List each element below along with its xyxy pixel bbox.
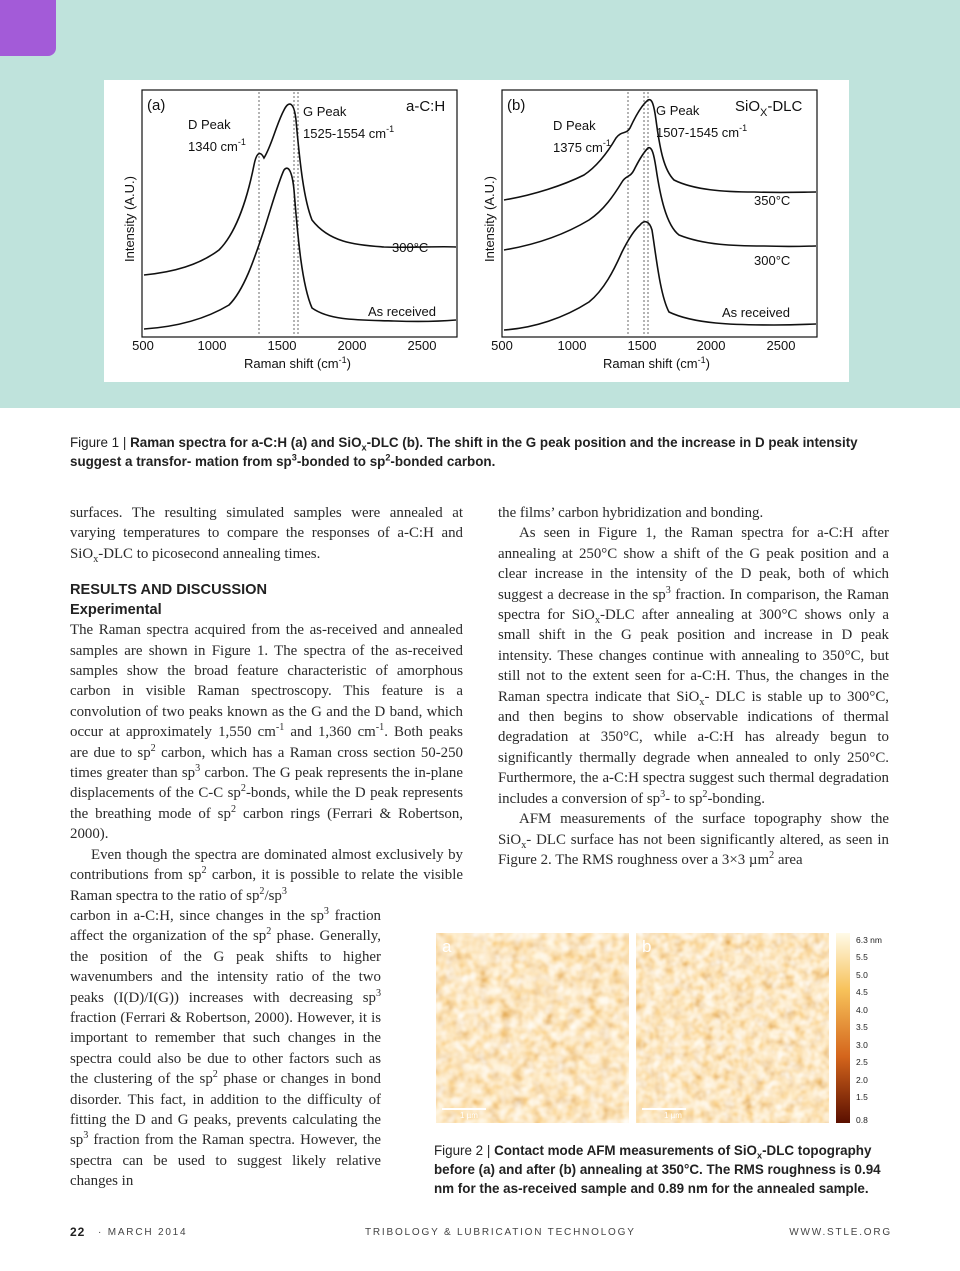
caption1-sub: x (361, 442, 367, 453)
text-run: phase or changes in bond disorder. This fact, in addition to the difficulty of fitting the D and G peaks, prevents calculating the sp (70, 1071, 382, 1149)
panel-a-xtick: 1500 (267, 338, 297, 353)
figure1-caption (70, 433, 890, 471)
afm-image-a (436, 933, 629, 1123)
colorbar-label: 4.5 (856, 987, 868, 997)
panel-b-xtick: 2500 (766, 338, 796, 353)
panel-b-label-as-received: As received (722, 305, 790, 320)
superscript: 3 (660, 788, 666, 800)
panel-a-xlabel-close: ) (346, 356, 351, 371)
panel-a (122, 90, 457, 371)
superscript: 2 (266, 926, 272, 938)
panel-a-d-peak-name: D Peak (188, 117, 231, 132)
panel-a-xtick: 1000 (197, 338, 227, 353)
caption1-separator: | (122, 435, 127, 450)
colorbar-label: 5.5 (856, 952, 868, 962)
caption1-line2b: -bonded to sp (296, 454, 386, 469)
panel-a-xtick: 2500 (407, 338, 437, 353)
text-run: carbon in a-C:H, since changes in the sp (70, 907, 324, 924)
afm-scale-b: 1 µm (664, 1111, 682, 1120)
subscript: x (521, 839, 527, 851)
svg-text:SiOX-DLC (735, 98, 803, 119)
superscript: -1 (275, 722, 285, 734)
subscript: x (93, 553, 99, 565)
caption1-part2: -DLC (b). The shift in the G peak position and the increase in D peak intensity suggest a transfor- (70, 435, 858, 469)
afm-label-a: a (442, 937, 452, 956)
text-run: carbon rings (Ferrari & Robertson, 2000). (70, 805, 463, 843)
figure2-afm (434, 930, 894, 1130)
page-footer (70, 1226, 892, 1242)
svg-text:Raman shift (cm-1) (244, 355, 351, 371)
right-column (498, 503, 889, 870)
superscript: -1 (375, 722, 385, 734)
subscript: x (699, 696, 705, 708)
superscript: 2 (240, 783, 246, 795)
text-run: phase. Generally, the position of the G peak shifts to higher wavenumbers and the intensity ratio of the two peaks (I(D)/I(G)) increases with decreasing sp (70, 928, 381, 1006)
afm-label-b: b (642, 937, 652, 956)
afm-scale-a: 1 µm (460, 1111, 478, 1120)
caption1-line2a: mation from sp (195, 454, 292, 469)
colorbar-label: 0.8 (856, 1115, 868, 1125)
website-link[interactable]: WWW.STLE.ORG (789, 1227, 892, 1238)
panel-a-material: a-C:H (406, 98, 446, 115)
panel-b-d-peak-name: D Peak (553, 118, 596, 133)
panel-b (482, 90, 817, 371)
caption1-part1: Raman spectra for a-C:H (a) and SiO (130, 435, 362, 450)
panel-b-xtick: 2000 (696, 338, 726, 353)
text-run: fraction (Ferrari & Robertson, 2000). However, it is important to remember that such changes in the spectra could also be due to other factors such as the clustering of the sp (70, 1009, 381, 1088)
panel-a-xtick: 2000 (337, 338, 367, 353)
superscript: 3 (323, 905, 329, 917)
panel-b-material-sub: X (760, 107, 768, 119)
superscript: 3 (195, 763, 201, 775)
left-paragraph-1 (70, 503, 463, 564)
text-run: carbon, it is possible to relate the visible Raman spectra to the ratio of sp (70, 867, 464, 904)
svg-text:1525-1554 cm-1 (303, 124, 394, 141)
panel-b-material: SiO (735, 98, 761, 115)
text-run: fraction affect the organization of the sp (70, 907, 381, 945)
superscript: 2 (201, 865, 207, 877)
text-run: -DLC after annealing at 300°C shows only a small shift in the G peak position and increase in D peak intensity. These changes continue with annealing to 350°C, but still not to the extent seen for a-C:H. Thus, the changes in the Raman spectra indicate that SiO (498, 607, 889, 705)
svg-text:Raman shift (cm-1) (603, 355, 710, 371)
panel-a-xlabel-exp: -1 (338, 355, 347, 365)
text-run: As seen in Figure 1, the Raman spectra for a-C:H after annealing at 250°C show a shift of the G peak position and a clear increase in the intensity of the D peak, both of which suggest a decrease in the sp (498, 525, 889, 603)
caption2-text (434, 1143, 881, 1196)
right-paragraph-3 (498, 809, 889, 870)
panel-a-xticks (132, 338, 436, 353)
panel-a-ylabel: Intensity (A.U.) (122, 176, 137, 262)
panel-b-xtick: 500 (491, 338, 513, 353)
afm-colorbar (836, 933, 850, 1123)
panel-b-d-exp: -1 (602, 138, 611, 148)
panel-a-g-peak-value: 1525-1554 cm (303, 126, 387, 141)
panel-b-g-peak-value: 1507-1545 cm (656, 125, 740, 140)
panel-a-d-exp: -1 (237, 137, 246, 147)
text-run: - DLC is stable up to 300°C, and then begins to show observable indications of thermal degradation at 350°C, while a-C:H has already begun to significantly thermally degrade when annealed to only 250°C. Furthermore, the a-C:H spectra suggest such thermal degradation includes a conversion of sp (498, 688, 889, 807)
afm-colorbar-labels (856, 935, 882, 1125)
text-run: fraction. In comparison, the Raman spectra for SiO (498, 586, 890, 624)
caption2-part1: Contact mode AFM measurements of SiO (494, 1143, 757, 1158)
afm-image-b (636, 933, 829, 1123)
panel-a-g-exp: -1 (386, 124, 395, 134)
left-paragraph-3b (70, 906, 381, 1192)
panel-b-ylabel: Intensity (A.U.) (482, 176, 497, 262)
colorbar-label: 2.0 (856, 1075, 868, 1085)
colorbar-label: 4.0 (856, 1005, 868, 1015)
panel-a-label-as-received: As received (368, 304, 436, 319)
svg-text:1340 cm-1 (188, 137, 246, 154)
panel-b-material-tail: -DLC (767, 98, 803, 115)
text-run: carbon. The G peak represents the in-plane displacements of the C-C sp (70, 765, 463, 802)
superscript: 3 (665, 584, 671, 596)
panel-a-label: (a) (147, 97, 166, 114)
subscript: x (594, 615, 600, 626)
figure2-caption (434, 1141, 890, 1198)
panel-a-d-peak-value: 1340 cm (188, 139, 238, 154)
superscript: 2 (259, 885, 265, 897)
panel-a-g-peak-name: G Peak (303, 104, 347, 119)
subsection-heading: Experimental (70, 602, 162, 619)
text-run: /sp (264, 887, 282, 904)
caption1-label: Figure 1 (70, 435, 120, 450)
superscript: 3 (281, 885, 287, 897)
svg-text:1375 cm-1 (553, 138, 611, 155)
text-run: -DLC to picosecond annealing times. (98, 545, 321, 562)
panel-a-label-300c: 300°C (392, 240, 429, 255)
figure1-raman-spectra (104, 80, 849, 382)
panel-b-xlabel: Raman shift (cm (603, 356, 698, 371)
text-run: area (774, 851, 803, 868)
text-run: fraction from the Raman spectra. However, the spectra can be used to suggest likely relative changes in (70, 1132, 381, 1190)
caption2-part2: -DLC topography before (a) and after (b) annealing at 350°C. The RMS roughness is 0.94 nm for the as-received sample and 0.89 nm for the annealed sample. (434, 1143, 881, 1196)
colorbar-label: 6.3 nm (856, 935, 882, 945)
superscript: 3 (83, 1130, 89, 1142)
colorbar-label: 5.0 (856, 970, 868, 980)
corner-tab (0, 0, 56, 56)
caption1-line2c: -bonded carbon. (390, 454, 496, 469)
left-column (70, 503, 463, 1192)
text-run: surfaces. The resulting simulated samples were annealed at varying temperatures to compare the responses of a-C:H and SiO (70, 505, 463, 562)
magazine-name: TRIBOLOGY & LUBRICATION TECHNOLOGY (365, 1227, 636, 1238)
svg-text:1507-1545 cm-1 (656, 123, 747, 140)
caption2-label: Figure 2 (434, 1143, 484, 1158)
issue-date: · MARCH 2014 (98, 1227, 188, 1238)
caption2-separator: | (486, 1143, 491, 1158)
panel-b-xlabel-close: ) (705, 356, 710, 371)
left-paragraph-3a (70, 845, 463, 906)
text-run: The Raman spectra acquired from the as-received and annealed samples are shown in Figure 1. The spectra of the as-received samples show the broad feature characteristic of amorphous carbon in visible Raman spectroscopy. This feature is a convolution of two peaks known as the G and the D band, which occur at approximately 1,550 cm (70, 622, 463, 741)
caption1-text (70, 435, 858, 469)
panel-b-label-300c: 300°C (754, 253, 791, 268)
panel-a-xtick: 500 (132, 338, 154, 353)
text-run: - to sp (665, 790, 703, 807)
panel-b-d-peak-value: 1375 cm (553, 140, 603, 155)
right-paragraph-1: the films’ carbon hybridization and bonding. (498, 505, 764, 521)
panel-b-xtick: 1500 (627, 338, 657, 353)
superscript: 2 (230, 803, 236, 815)
text-run: -bonds, while the D peak represents the breathing mode of sp (70, 785, 464, 822)
superscript: 2 (212, 1069, 218, 1081)
panel-b-xlabel-exp: -1 (697, 355, 706, 365)
panel-b-xticks (491, 338, 795, 353)
caption1-sup1: 3 (291, 452, 297, 463)
colorbar-label: 3.5 (856, 1022, 868, 1032)
colorbar-label: 1.5 (856, 1092, 868, 1102)
panel-b-xtick: 1000 (557, 338, 587, 353)
panel-b-label: (b) (507, 97, 526, 114)
text-run: . Both peaks are due to sp (70, 724, 463, 761)
panel-b-g-peak-name: G Peak (656, 103, 700, 118)
left-paragraph-2 (70, 620, 463, 844)
superscript: 3 (375, 987, 381, 999)
caption2-sub: x (756, 1150, 763, 1161)
page-number: 22 (70, 1225, 86, 1239)
section-heading: RESULTS AND DISCUSSION (70, 582, 268, 599)
superscript: 2 (150, 742, 156, 754)
text-run: and 1,360 cm (284, 724, 376, 741)
colorbar-label: 2.5 (856, 1057, 868, 1067)
superscript: 2 (769, 849, 775, 861)
text-run: -bonding. (707, 790, 765, 807)
text-run: carbon, which has a Raman cross section 50-250 times greater than sp (70, 744, 464, 782)
superscript: 2 (702, 788, 708, 800)
text-run: Even though the spectra are dominated almost exclusively by contributions from sp (70, 846, 463, 884)
panel-b-label-350c: 350°C (754, 193, 791, 208)
text-run: - DLC surface has not been significantly altered, as seen in Figure 2. The RMS roughness over a 3×3 µm (498, 831, 889, 868)
text-run: AFM measurements of the surface topography show the SiO (498, 811, 889, 848)
panel-a-xlabel: Raman shift (cm (244, 356, 339, 371)
colorbar-label: 3.0 (856, 1040, 868, 1050)
right-paragraph-2 (498, 523, 889, 809)
panel-b-g-exp: -1 (739, 123, 748, 133)
caption1-sup2: 2 (385, 452, 391, 463)
